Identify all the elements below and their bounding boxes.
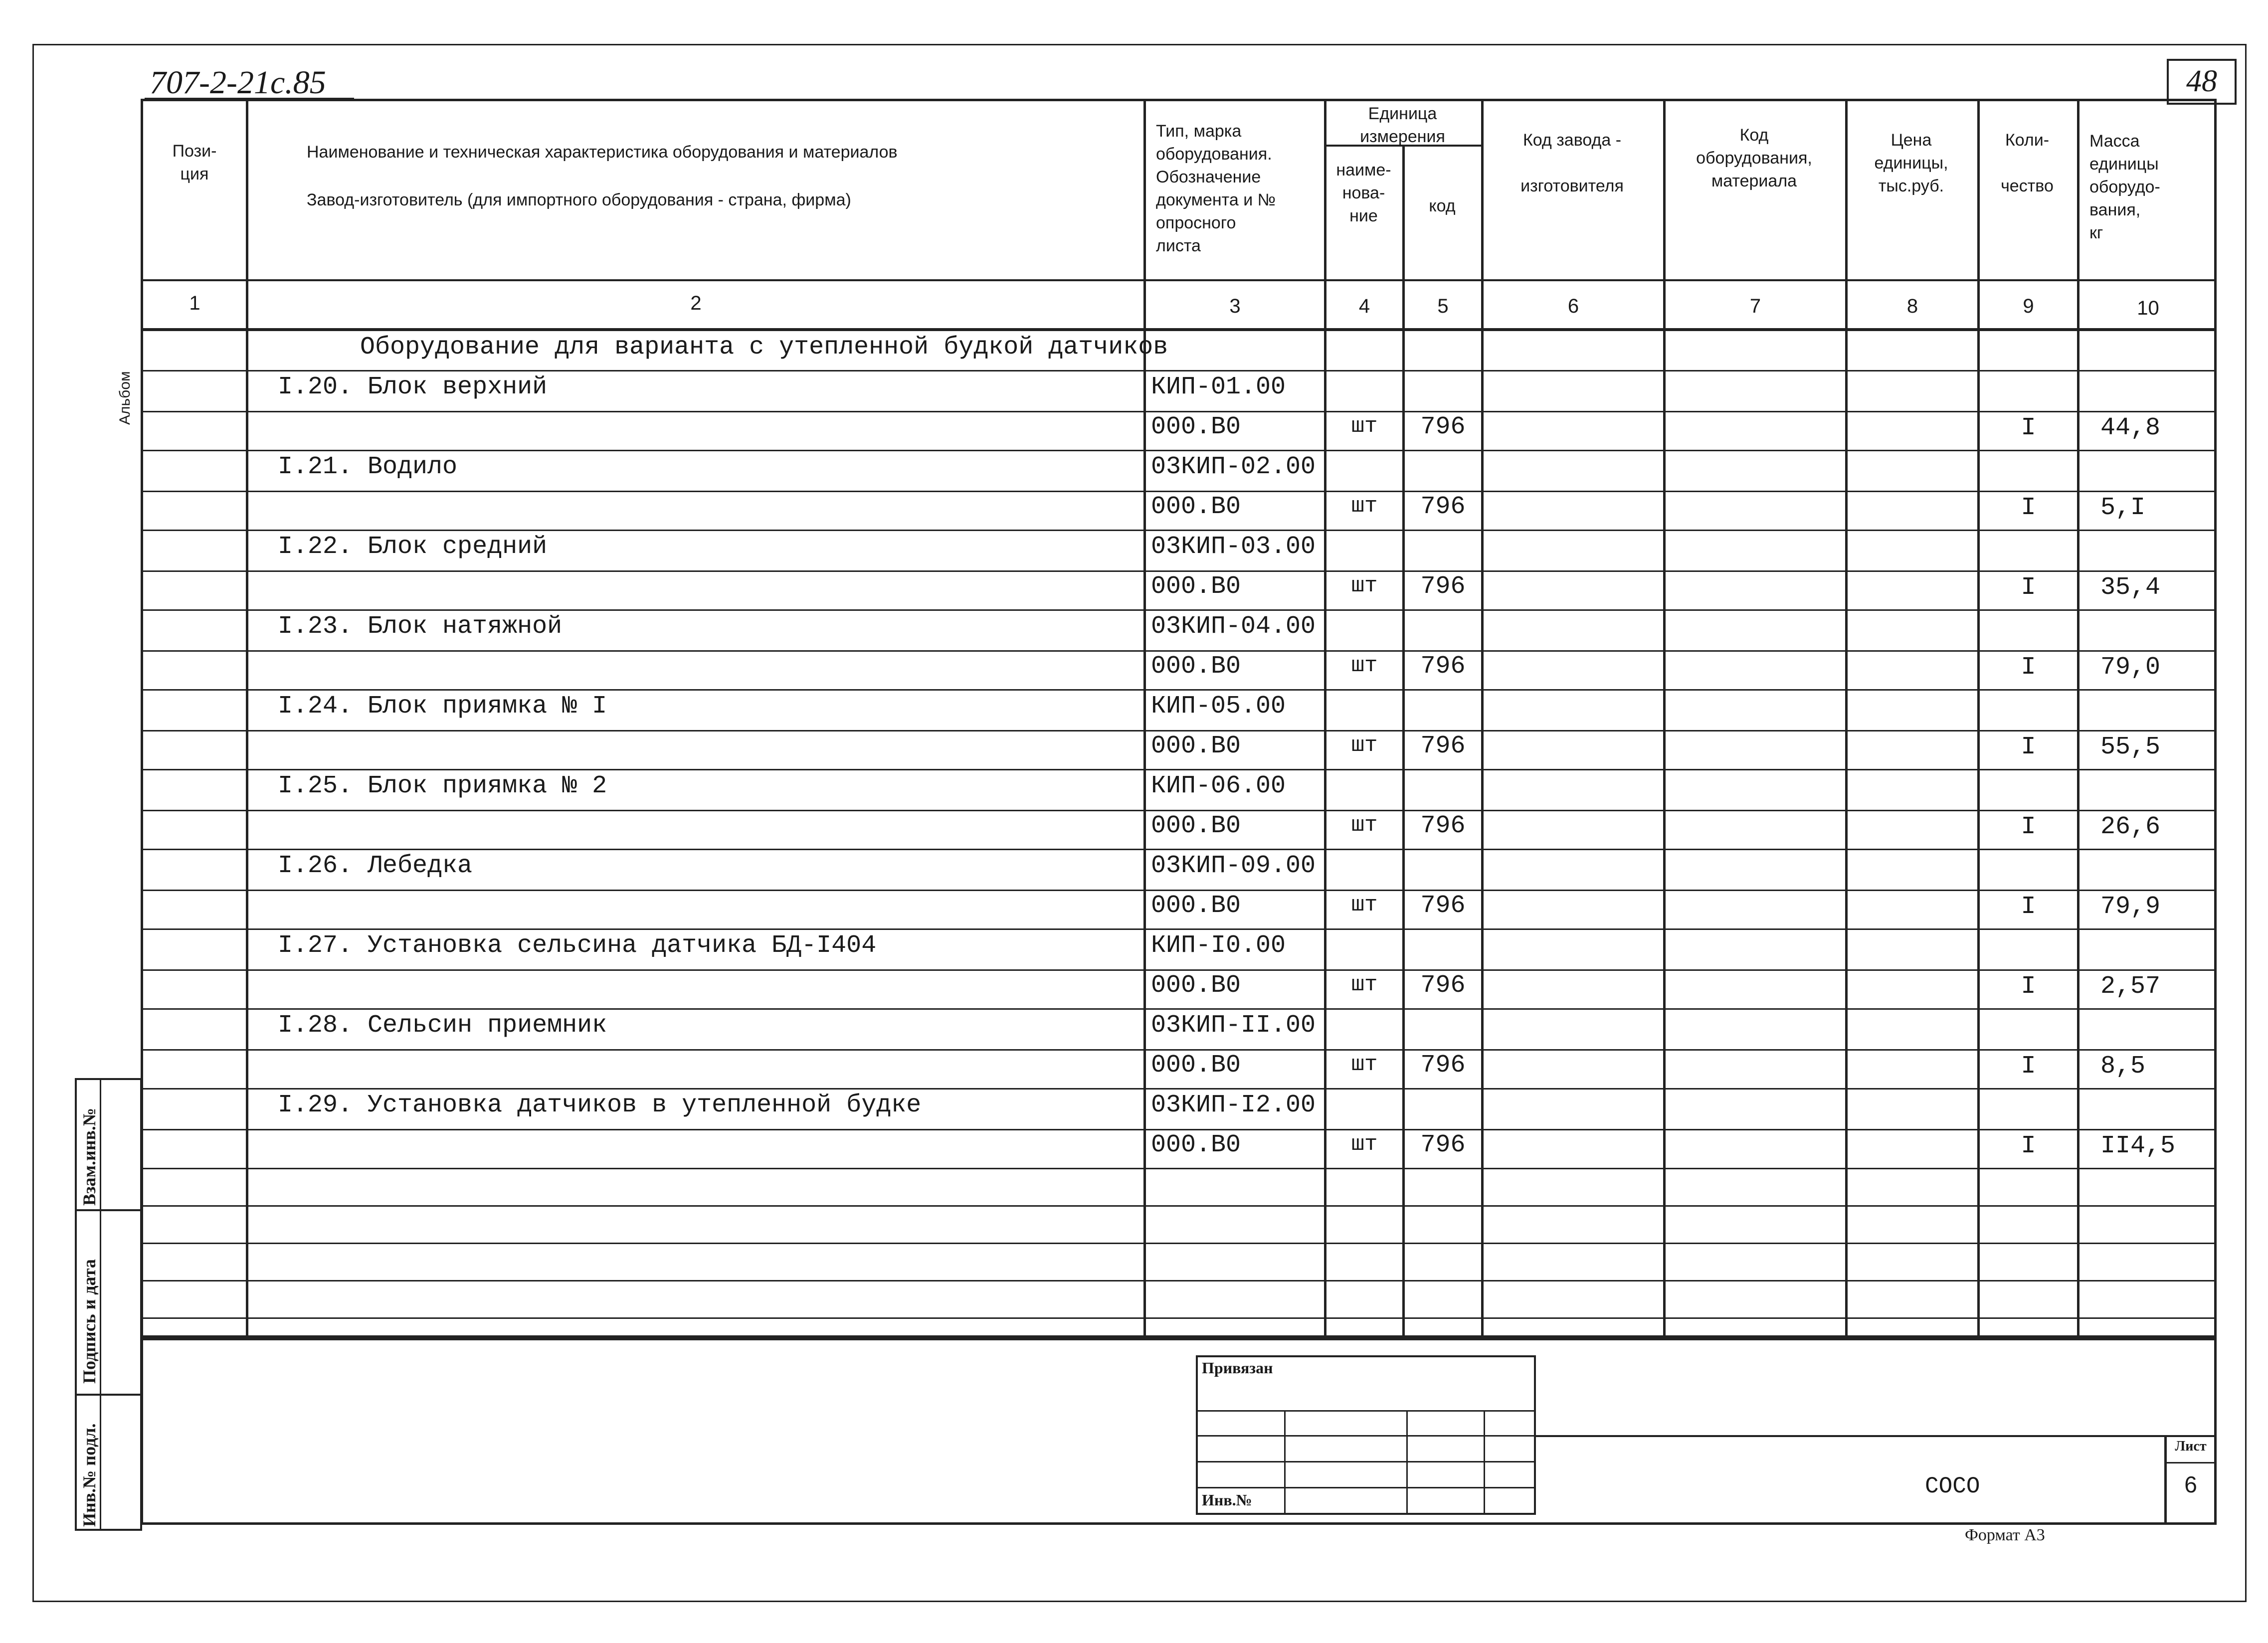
item-name: I.20. Блок верхний <box>278 373 548 401</box>
item-type-mark: КИП-06.00 <box>1151 772 1286 800</box>
item-mass: 26,6 <box>2100 813 2161 841</box>
item-mass: 5,I <box>2100 494 2146 522</box>
table-row-line <box>141 1317 2217 1319</box>
header-equipment-code: Код оборудования, материала <box>1696 126 1812 190</box>
col-divider-7 <box>1845 99 1848 1338</box>
item-unit-name: шт <box>1351 494 1378 519</box>
item-unit-name: шт <box>1351 414 1378 439</box>
item-quantity: I <box>2021 494 2036 522</box>
header-price: Цена единицы, тыс.руб. <box>1874 131 1948 195</box>
header-mass: Масса единицы оборудо- вания, кг <box>2089 132 2160 242</box>
format-label: Формат А3 <box>1965 1526 2045 1544</box>
item-unit-code: 796 <box>1420 572 1466 601</box>
table-row-line <box>141 1168 2217 1169</box>
item-quantity: I <box>2021 1052 2036 1081</box>
item-quantity: I <box>2021 1132 2036 1160</box>
col-number-10: 10 <box>2137 297 2159 319</box>
item-quantity: I <box>2021 813 2036 841</box>
sheet-box-line <box>2164 1462 2217 1463</box>
item-unit-name: шт <box>1351 573 1378 598</box>
header-quantity: Коли- чество <box>2001 131 2054 195</box>
item-mass: 35,4 <box>2100 573 2161 602</box>
privyazan-vline-3 <box>1484 1410 1485 1515</box>
item-unit-code: 796 <box>1420 413 1466 441</box>
item-name: I.26. Лебедка <box>278 852 473 880</box>
item-quantity: I <box>2021 972 2036 1001</box>
col-number-7: 7 <box>1749 295 1761 317</box>
item-type-mark: 03КИП-04.00 <box>1151 612 1316 641</box>
title-block-top <box>1536 1435 2217 1437</box>
item-name: I.22. Блок средний <box>278 533 548 561</box>
header-factory-code: Код завода - изготовителя <box>1520 131 1624 195</box>
table-row-line <box>141 570 2217 572</box>
table-row-line <box>141 1008 2217 1010</box>
side-vzam-inv: Взам.инв.№ <box>79 1107 99 1206</box>
header-position: Пози- ция <box>172 142 217 183</box>
header-name: Наименование и техническая характеристика оборудования и материалов <box>307 143 898 162</box>
item-unit-name: шт <box>1351 1052 1378 1077</box>
item-name: I.23. Блок натяжной <box>278 612 563 641</box>
side-inv-podl: Инв.№ подл. <box>79 1423 99 1527</box>
col-number-8: 8 <box>1906 295 1918 317</box>
table-row-line <box>141 370 2217 371</box>
item-type-mark: КИП-I0.00 <box>1151 931 1286 960</box>
item-doc-code: 000.В0 <box>1151 812 1241 840</box>
col-number-9: 9 <box>2023 295 2034 317</box>
table-row-line <box>141 689 2217 691</box>
col-number-1: 1 <box>189 292 200 314</box>
item-quantity: I <box>2021 414 2036 442</box>
item-type-mark: 03КИП-I2.00 <box>1151 1091 1316 1119</box>
item-quantity: I <box>2021 893 2036 921</box>
inv-no-label: Инв.№ <box>1202 1491 1252 1509</box>
item-type-mark: КИП-01.00 <box>1151 373 1286 401</box>
item-unit-name: шт <box>1351 653 1378 678</box>
item-mass: 79,0 <box>2100 653 2161 682</box>
col-divider-1 <box>246 99 248 1338</box>
item-name: I.29. Установка датчиков в утепленной будке <box>278 1091 922 1119</box>
table-row-line <box>141 769 2217 770</box>
col-number-6: 6 <box>1567 295 1579 317</box>
table-row-line <box>141 810 2217 811</box>
table-row-line <box>141 1049 2217 1051</box>
item-type-mark: КИП-05.00 <box>1151 692 1286 721</box>
item-unit-code: 796 <box>1420 1131 1466 1159</box>
document-code: 707-2-21с.85 <box>150 64 326 101</box>
stamp-frame <box>141 1338 2217 1525</box>
stamp-code: СОСО <box>1925 1473 1980 1499</box>
table-row-line <box>141 1088 2217 1090</box>
item-unit-code: 796 <box>1420 892 1466 920</box>
header-bottom-line <box>141 279 2217 281</box>
item-type-mark: 03КИП-02.00 <box>1151 453 1316 481</box>
col-divider-6 <box>1663 99 1666 1338</box>
item-unit-code: 796 <box>1420 1051 1466 1080</box>
table-row-line <box>141 928 2217 930</box>
side-strip-sep2 <box>75 1394 142 1396</box>
table-row-line <box>141 530 2217 531</box>
item-doc-code: 000.В0 <box>1151 732 1241 760</box>
item-doc-code: 000.В0 <box>1151 1051 1241 1080</box>
item-mass: 55,5 <box>2100 733 2161 761</box>
item-mass: 44,8 <box>2100 414 2161 442</box>
header-unit-group: Единица измерения <box>1360 104 1445 146</box>
header-unit-name: наиме- нова- ние <box>1336 161 1391 225</box>
table-row-line <box>141 969 2217 971</box>
sheet-label: Лист <box>2175 1439 2207 1454</box>
item-doc-code: 000.В0 <box>1151 413 1241 441</box>
privyazan-vline-1 <box>1284 1410 1286 1515</box>
item-name: I.28. Сельсин приемник <box>278 1011 607 1040</box>
table-row-line <box>141 491 2217 492</box>
table-row-line <box>141 650 2217 652</box>
item-doc-code: 000.В0 <box>1151 971 1241 1000</box>
table-row-line <box>141 849 2217 850</box>
col-divider-5 <box>1481 99 1484 1338</box>
side-signature-date: Подпись и дата <box>79 1259 99 1384</box>
table-row-line <box>141 329 2217 331</box>
item-unit-code: 796 <box>1420 652 1466 681</box>
item-doc-code: 000.В0 <box>1151 652 1241 681</box>
table-row-line <box>141 730 2217 731</box>
header-unit-code: код <box>1429 196 1456 215</box>
table-row-line <box>141 609 2217 611</box>
item-unit-name: шт <box>1351 733 1378 758</box>
col-divider-2 <box>1143 99 1146 1338</box>
item-mass: 2,57 <box>2100 972 2161 1001</box>
privyazan-label: Привязан <box>1202 1359 1273 1377</box>
table-row-line <box>141 1280 2217 1281</box>
section-title: Оборудование для варианта с утепленной будкой датчиков <box>360 333 1168 362</box>
item-mass: 8,5 <box>2100 1052 2146 1081</box>
item-doc-code: 000.В0 <box>1151 892 1241 920</box>
item-unit-name: шт <box>1351 893 1378 917</box>
item-unit-name: шт <box>1351 1132 1378 1157</box>
table-row-line <box>141 890 2217 891</box>
item-type-mark: 03КИП-03.00 <box>1151 533 1316 561</box>
privyazan-vline-2 <box>1406 1410 1408 1515</box>
item-doc-code: 000.В0 <box>1151 572 1241 601</box>
item-unit-code: 796 <box>1420 493 1466 521</box>
item-quantity: I <box>2021 733 2036 761</box>
item-unit-name: шт <box>1351 813 1378 838</box>
item-unit-code: 796 <box>1420 812 1466 840</box>
item-doc-code: 000.В0 <box>1151 493 1241 521</box>
item-name: I.24. Блок приямка № I <box>278 692 607 721</box>
side-strip-sep1 <box>75 1209 142 1211</box>
item-quantity: I <box>2021 653 2036 682</box>
item-type-mark: 03КИП-II.00 <box>1151 1011 1316 1040</box>
table-row-line <box>141 450 2217 451</box>
item-name: I.27. Установка сельсина датчика БД-I404 <box>278 931 877 960</box>
item-quantity: I <box>2021 573 2036 602</box>
item-mass: II4,5 <box>2100 1132 2176 1160</box>
table-row-line <box>141 1129 2217 1130</box>
col-divider-9 <box>2077 99 2079 1338</box>
album-label: Альбом <box>117 371 133 425</box>
item-doc-code: 000.В0 <box>1151 1131 1241 1159</box>
sheet-number: 48 <box>2186 64 2217 98</box>
item-unit-name: шт <box>1351 972 1378 997</box>
table-row-line <box>141 1243 2217 1244</box>
side-strip-divider <box>100 1078 101 1531</box>
item-name: I.21. Водило <box>278 453 458 481</box>
col-number-5: 5 <box>1437 295 1449 317</box>
table-row-line <box>141 411 2217 412</box>
col-number-2: 2 <box>690 292 702 314</box>
header-type-mark: Тип, марка оборудования. Обозначение документа и № опросного листа <box>1156 122 1276 255</box>
item-name: I.25. Блок приямка № 2 <box>278 772 607 800</box>
item-unit-code: 796 <box>1420 971 1466 1000</box>
col-number-4: 4 <box>1358 295 1370 317</box>
item-mass: 79,9 <box>2100 893 2161 921</box>
item-unit-code: 796 <box>1420 732 1466 760</box>
item-type-mark: 03КИП-09.00 <box>1151 852 1316 880</box>
header-manufacturer: Завод-изготовитель (для импортного оборудования - страна, фирма) <box>307 190 851 209</box>
col-number-3: 3 <box>1229 295 1241 317</box>
sheet-value: 6 <box>2184 1471 2197 1497</box>
table-row-line <box>141 1205 2217 1207</box>
